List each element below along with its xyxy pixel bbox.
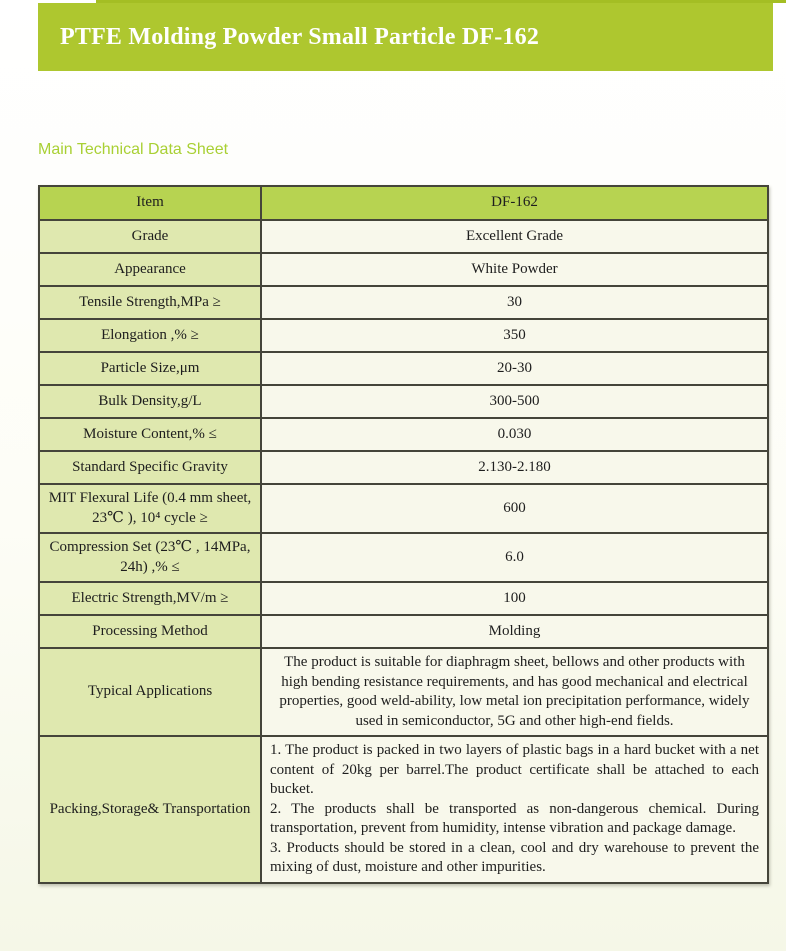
row-label: Standard Specific Gravity — [39, 451, 261, 484]
row-value — [261, 736, 768, 883]
row-value: 2.130-2.180 — [261, 451, 768, 484]
table-row-grade — [39, 220, 768, 253]
row-value: The product is suitable for diaphragm sheet, bellows and other products with high bending resistance requirements, and has good mechanical and electrical properties, good weld-ability, low metal ion precipitation performance, widely used in semiconductor, 5G and other high-end fields. — [261, 648, 768, 736]
packing-line-3: 3. Products should be stored in a clean, cool and dry warehouse to prevent the mixing of dust, moisture and other impurities. — [270, 839, 759, 875]
row-value: 0.030 — [261, 418, 768, 451]
row-label: Compression Set (23℃ , 14MPa, 24h) ,% ≤ — [39, 533, 261, 582]
table-row-appearance — [39, 253, 768, 286]
row-value: 350 — [261, 319, 768, 352]
row-value: White Powder — [261, 253, 768, 286]
table-row-elongation — [39, 319, 768, 352]
row-label: MIT Flexural Life (0.4 mm sheet, 23℃ ), 10⁴ cycle ≥ — [39, 484, 261, 533]
packing-line-1: 1. The product is packed in two layers of plastic bags in a hard bucket with a net content of 20kg per barrel.The product certificate shall be attached to each bucket. — [270, 742, 759, 797]
table-row-typical-applications — [39, 648, 768, 736]
row-value: 20-30 — [261, 352, 768, 385]
table-row-processing-method — [39, 615, 768, 648]
table-header-row — [39, 186, 768, 220]
table-row-electric-strength — [39, 582, 768, 615]
row-label: Appearance — [39, 253, 261, 286]
row-label: Processing Method — [39, 615, 261, 648]
table-row-bulk-density — [39, 385, 768, 418]
packing-line-2: 2. The products shall be transported as non-dangerous chemical. During transportation, prevent from humidity, intense vibration and package damage. — [270, 800, 759, 836]
row-label: Particle Size,μm — [39, 352, 261, 385]
table-row-mit-flexural-life — [39, 484, 768, 533]
technical-data-table — [38, 185, 769, 884]
row-value: 300-500 — [261, 385, 768, 418]
row-label: Electric Strength,MV/m ≥ — [39, 582, 261, 615]
row-label: Grade — [39, 220, 261, 253]
row-value: 600 — [261, 484, 768, 533]
column-header-item: Item — [39, 186, 261, 220]
section-subtitle: Main Technical Data Sheet — [38, 141, 229, 158]
row-value: Molding — [261, 615, 768, 648]
page-title: PTFE Molding Powder Small Particle DF-162 — [60, 23, 540, 50]
row-label: Elongation ,% ≥ — [39, 319, 261, 352]
table-row-particle-size — [39, 352, 768, 385]
row-label: Packing,Storage& Transportation — [39, 736, 261, 883]
row-label: Moisture Content,% ≤ — [39, 418, 261, 451]
row-label: Typical Applications — [39, 648, 261, 736]
row-value: Excellent Grade — [261, 220, 768, 253]
row-label: Bulk Density,g/L — [39, 385, 261, 418]
row-value: 30 — [261, 286, 768, 319]
table-row-packing-storage — [39, 736, 768, 883]
row-label: Tensile Strength,MPa ≥ — [39, 286, 261, 319]
table-row-specific-gravity — [39, 451, 768, 484]
table-row-compression-set — [39, 533, 768, 582]
table-row-tensile-strength — [39, 286, 768, 319]
row-value: 6.0 — [261, 533, 768, 582]
row-value: 100 — [261, 582, 768, 615]
page-title-banner — [38, 3, 773, 71]
column-header-product: DF-162 — [261, 186, 768, 220]
table-row-moisture-content — [39, 418, 768, 451]
